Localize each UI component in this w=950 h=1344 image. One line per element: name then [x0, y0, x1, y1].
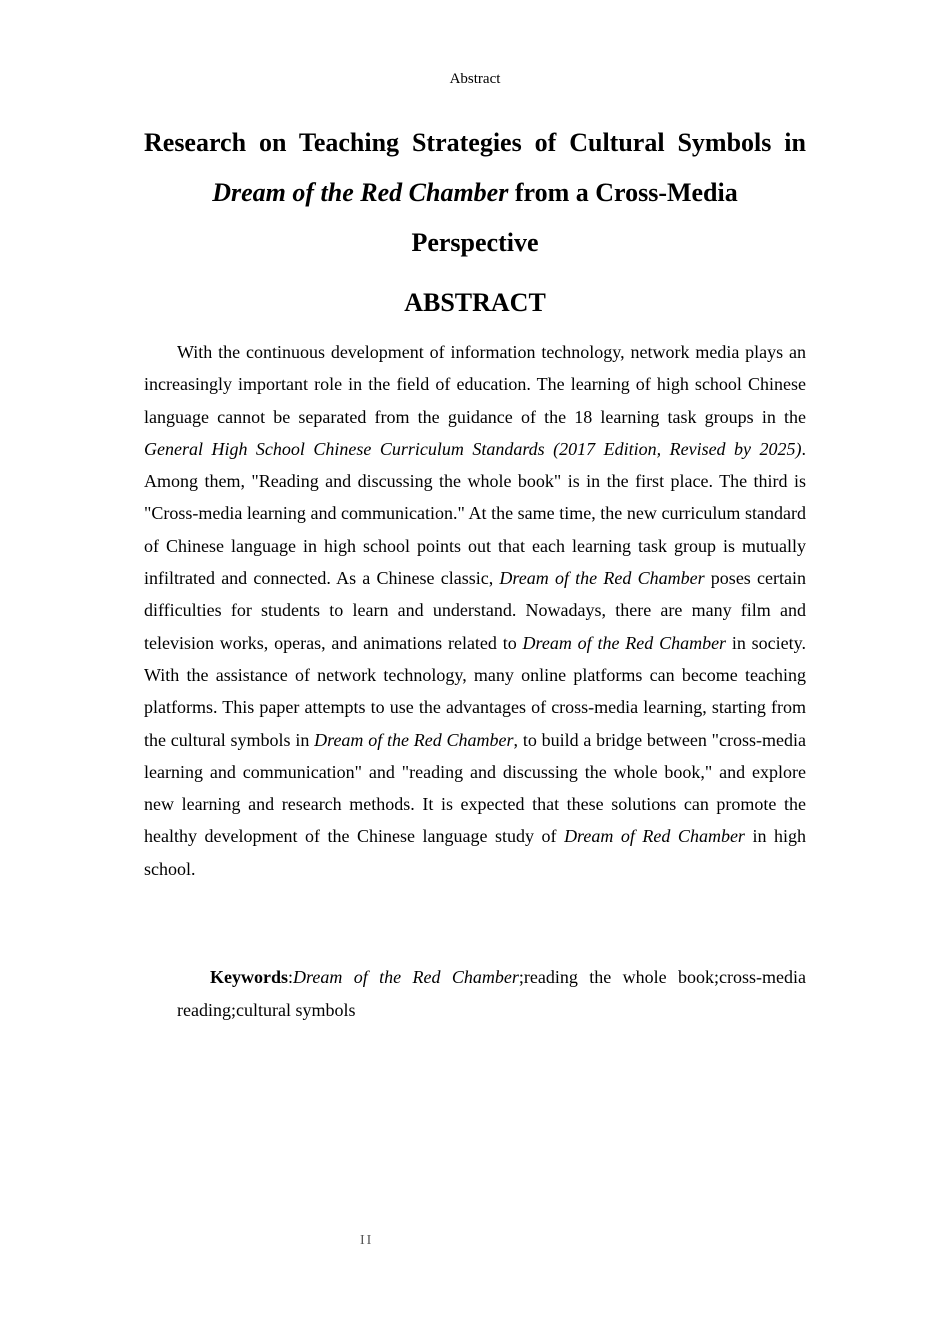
abstract-text-1: With the continuous development of information technology, network media plays an increasingly important role in the field of education. The learning of high school Chinese language cannot be separated from the guidance of the 18 learning task groups in the	[144, 342, 806, 427]
abstract-italic-work-3: Dream of the Red Chamber	[314, 729, 514, 750]
abstract-text-6: in high school.	[144, 826, 806, 879]
paper-title	[144, 118, 806, 268]
title-line-2	[144, 168, 806, 218]
abstract-italic-work-4: Dream of Red Chamber	[564, 826, 745, 847]
keywords-italic-work: Dream of the Red Chamber	[293, 967, 519, 987]
keywords-colon: :	[288, 967, 294, 987]
keywords-list: ;reading the whole book;cross-media reading;cultural symbols	[177, 967, 806, 1020]
title-line-3: Perspective	[411, 228, 539, 257]
abstract-italic-curriculum: General High School Chinese Curriculum Standards (2017 Edition, Revised by 2025)	[144, 438, 802, 459]
abstract-text-4: in society. With the assistance of network technology, many online platforms can become teaching platforms. This paper attempts to use the advantages of cross-media learning, starting from the cultural symbols in	[144, 632, 806, 750]
page-number: II	[360, 1233, 374, 1248]
abstract-italic-work-1: Dream of the Red Chamber	[499, 568, 705, 589]
abstract-text-2: . Among them, "Reading and discussing the whole book" is in the first place. The third is "Cross-media learning and communication." At the same time, the new curriculum standard of Chinese language in high school points out that each learning task group is mutually infiltrated and connected. As a Chinese classic,	[144, 438, 806, 589]
abstract-text-5: , to build a bridge between "cross-media learning and communication" and "reading and discussing the whole book," and explore new learning and research methods. It is expected that these solutions can promote the healthy development of the Chinese language study of	[144, 729, 806, 847]
abstract-heading: ABSTRACT	[404, 288, 546, 317]
abstract-paragraph	[144, 336, 806, 885]
title-line-1: Research on Teaching Strategies of Cultural Symbols in	[144, 128, 806, 157]
title-line-2-rest: from a Cross-Media	[508, 178, 738, 207]
title-italic-work: Dream of the Red Chamber	[212, 178, 509, 207]
keywords-label: Keywords	[210, 967, 288, 987]
keywords-paragraph	[177, 961, 806, 1027]
abstract-italic-work-2: Dream of the Red Chamber	[522, 632, 727, 653]
running-header: Abstract	[449, 71, 501, 87]
abstract-text-3: poses certain difficulties for students to learn and understand. Nowadays, there are many film and television works, operas, and animations related to	[144, 568, 806, 653]
